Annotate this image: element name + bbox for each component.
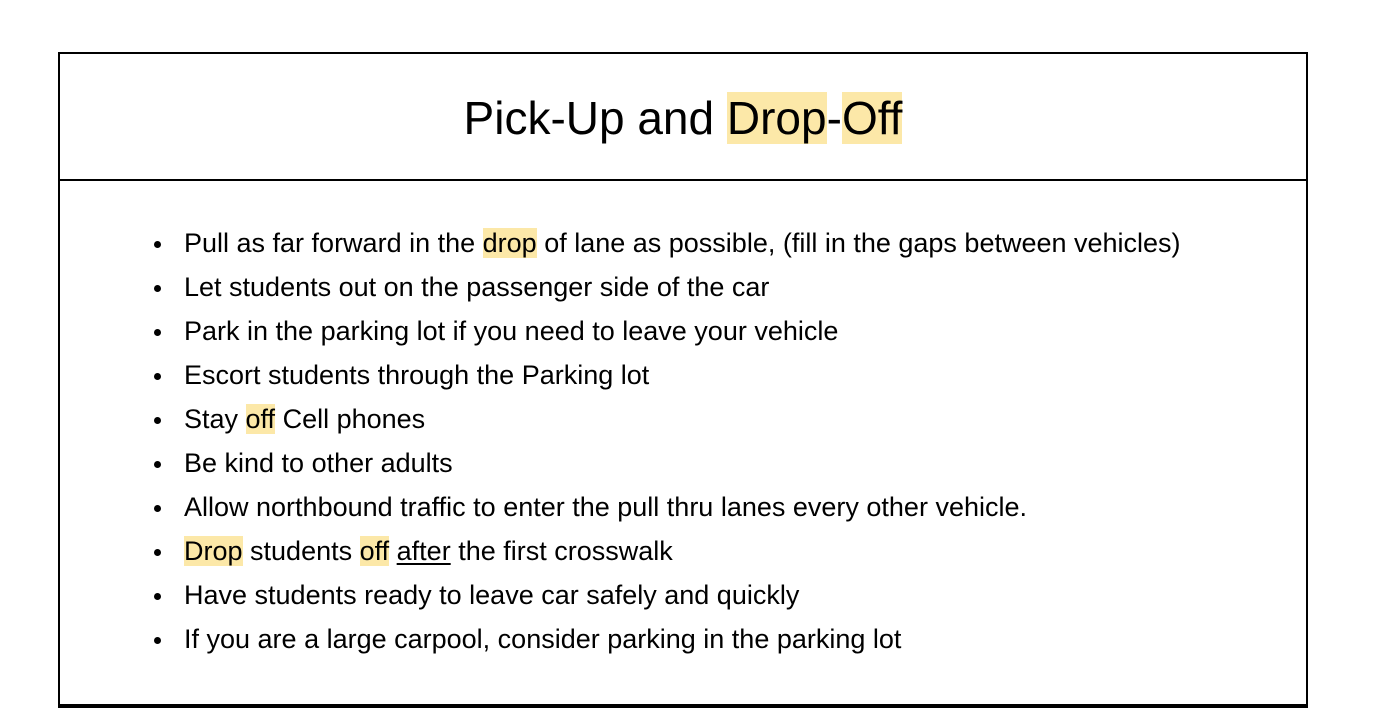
item-text: the first crosswalk: [450, 536, 673, 566]
page-title: [464, 91, 903, 145]
highlight-drop: drop: [482, 228, 537, 258]
item-text: Be kind to other adults: [184, 448, 453, 478]
item-text: Let students out on the passenger side of the car: [184, 272, 770, 302]
list-item: [152, 397, 1181, 441]
item-text: Have students ready to leave car safely and quickly: [184, 580, 800, 610]
list-item: [152, 529, 1181, 573]
item-text: If you are a large carpool, consider parking in the parking lot: [184, 624, 902, 654]
list-item: [152, 441, 1181, 485]
title-hyphen: -: [826, 91, 842, 144]
list-item: [152, 221, 1181, 265]
list-item: [152, 573, 1181, 617]
item-text: Pull as far forward in the: [184, 228, 483, 258]
title-highlight-drop: Drop: [726, 91, 827, 144]
highlight-off: off: [359, 536, 390, 566]
list-item: [152, 353, 1181, 397]
item-text: [389, 536, 397, 566]
underlined-after: after: [396, 536, 451, 566]
list-item: [152, 265, 1181, 309]
list-item: [152, 617, 1181, 661]
item-text: students: [242, 536, 360, 566]
title-text: Pick-Up and: [463, 91, 727, 144]
highlight-drop: Drop: [184, 536, 243, 566]
item-text: Park in the parking lot if you need to leave your vehicle: [184, 316, 839, 346]
item-text: of lane as possible, (fill in the gaps between vehicles): [536, 228, 1181, 258]
rules-list: [152, 221, 1181, 661]
item-text: Escort students through the Parking lot: [184, 360, 650, 390]
title-highlight-off: Off: [841, 91, 903, 144]
item-text: Stay: [184, 404, 246, 434]
list-item: [152, 485, 1181, 529]
list-item: [152, 309, 1181, 353]
item-text: Cell phones: [275, 404, 426, 434]
document-table: [58, 52, 1308, 708]
highlight-off: off: [245, 404, 276, 434]
item-text: Allow northbound traffic to enter the pull thru lanes every other vehicle.: [184, 492, 1027, 522]
title-cell: [60, 54, 1306, 181]
